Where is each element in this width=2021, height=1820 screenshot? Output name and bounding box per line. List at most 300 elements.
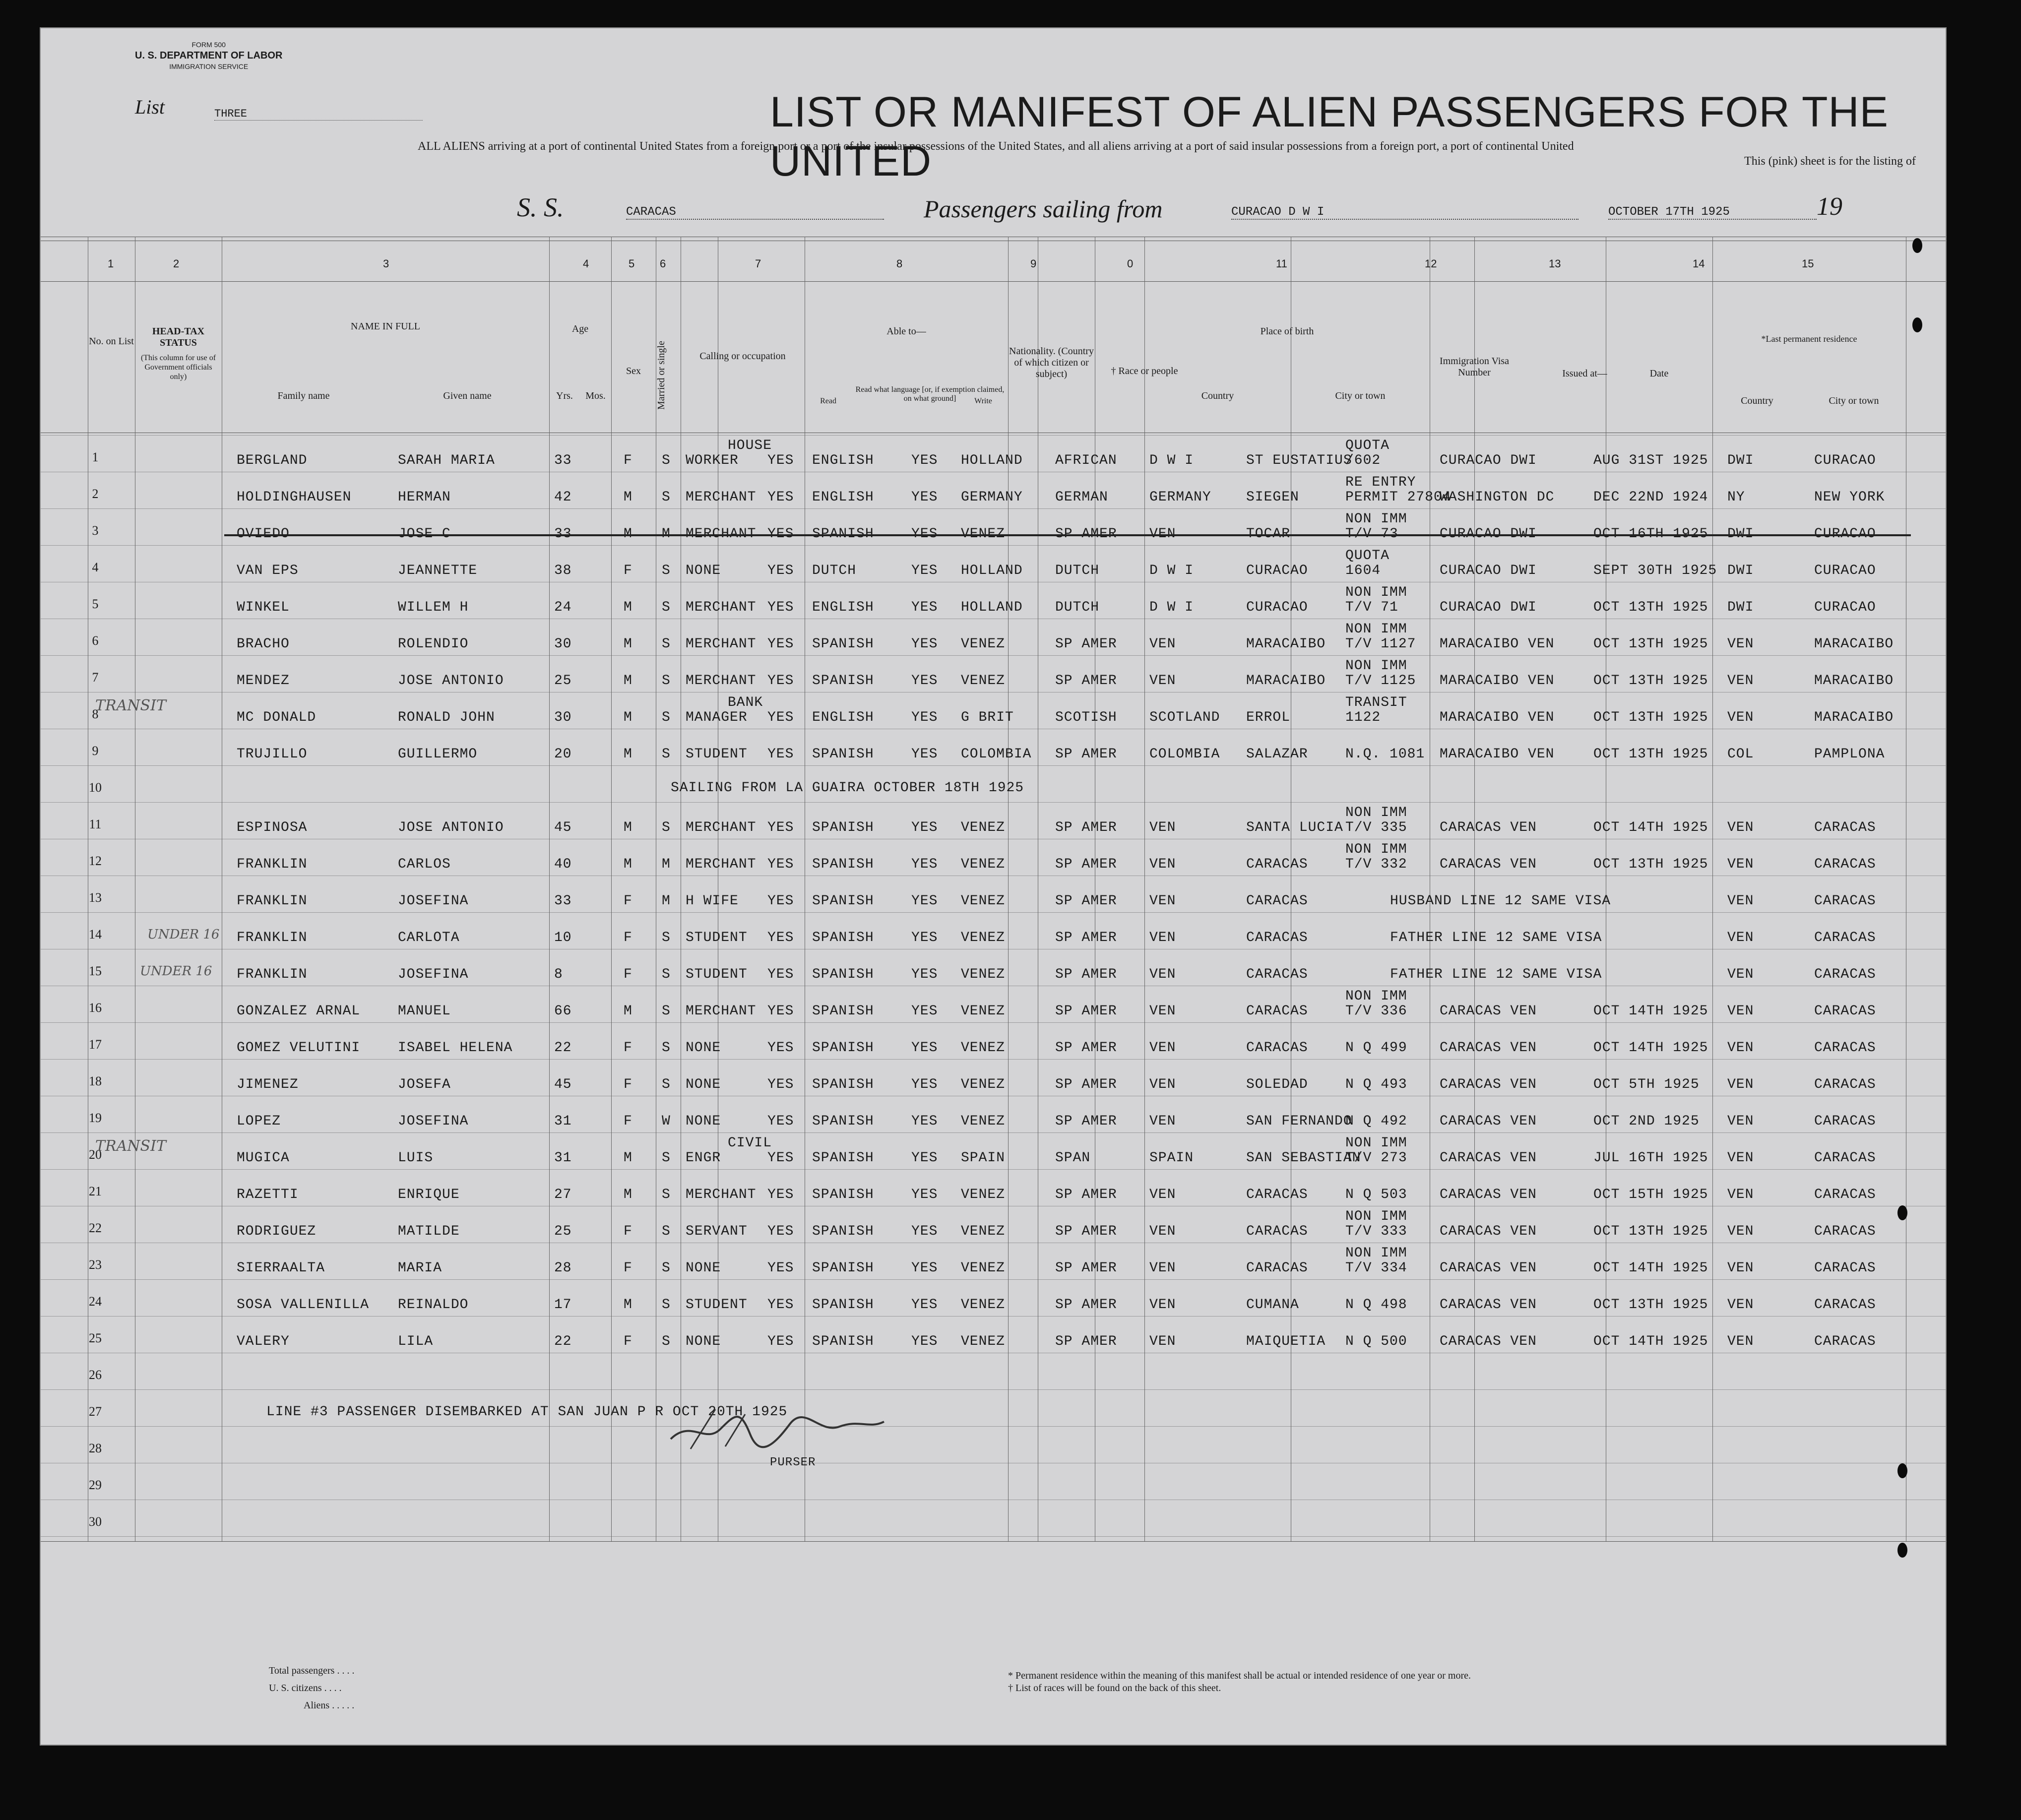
cell-read: YES [767, 490, 794, 505]
cell-issued: CARACAS VEN [1440, 1224, 1537, 1239]
cell-issued: CURACAO DWI [1440, 600, 1537, 615]
cell-read: YES [767, 1150, 794, 1166]
cell-family: MUGICA [237, 1150, 290, 1166]
cell-marital: M [662, 857, 671, 872]
cell-read: YES [767, 893, 794, 909]
cell-occ: ENGR [686, 1150, 721, 1166]
department-name: U. S. DEPARTMENT OF LABOR [135, 50, 283, 61]
cell-issued: CARACAS VEN [1440, 1004, 1537, 1019]
cell-issued: WASHINGTON DC [1440, 490, 1555, 505]
list-value: THREE [214, 108, 423, 121]
cell-marital: S [662, 710, 671, 725]
cell-sex: M [624, 1297, 632, 1313]
punch-hole [1912, 317, 1922, 332]
cell-occ-upper: HOUSE [728, 438, 772, 453]
cell-family: BRACHO [237, 636, 290, 652]
cell-sex: M [624, 600, 632, 615]
cell-marital: S [662, 1077, 671, 1092]
cell-res-city: MARACAIBO [1814, 673, 1894, 689]
cell-race: SP AMER [1055, 1187, 1117, 1202]
cell-visa-upper: NON IMM [1345, 1246, 1407, 1261]
column-rule [1008, 237, 1009, 1541]
cell-family: FRANKLIN [237, 857, 308, 872]
cell-family: SIERRAALTA [237, 1260, 325, 1276]
cell-lang: SPANISH [812, 967, 874, 982]
cell-sex: M [624, 673, 632, 689]
manifest-sheet [40, 27, 1947, 1746]
cell-write: YES [911, 1150, 938, 1166]
cell-sex: M [624, 857, 632, 872]
cell-given: JOSEFINA [398, 967, 469, 982]
cell-occ: H WIFE [686, 893, 739, 909]
cell-nat: GERMANY [961, 490, 1023, 505]
cell-occ-upper: CIVIL [728, 1135, 772, 1151]
cell-family: OVIEDO [237, 526, 290, 542]
column-number: 0 [1127, 257, 1134, 270]
cell-res-city: CARACAS [1814, 1224, 1876, 1239]
cell-city: SAN SEBASTIAN [1246, 1150, 1361, 1166]
cell-read: YES [767, 526, 794, 542]
cell-age: 45 [554, 1077, 572, 1092]
cell-sex: F [624, 930, 632, 945]
cell-sex: F [624, 1077, 632, 1092]
cell-res-country: DWI [1727, 563, 1754, 578]
cell-city: CARACAS [1246, 1260, 1308, 1276]
header-age: Age [571, 323, 589, 334]
cell-res-country: VEN [1727, 820, 1754, 835]
cell-lang: SPANISH [812, 930, 874, 945]
header-able-to: Able to— [886, 326, 926, 337]
cell-date: OCT 13TH 1925 [1593, 857, 1708, 872]
cell-read: YES [767, 1297, 794, 1313]
list-label: List [135, 96, 165, 118]
cell-given: LILA [398, 1334, 434, 1349]
row-rule [41, 802, 1946, 803]
cell-write: YES [911, 1040, 938, 1056]
cell-res-city: CARACAS [1814, 1260, 1876, 1276]
cell-marital: S [662, 747, 671, 762]
header-res-country: Country [1741, 395, 1773, 406]
cell-occ: MERCHANT [686, 857, 757, 872]
cell-read: YES [767, 710, 794, 725]
cell-visa-upper: NON IMM [1345, 805, 1407, 820]
row-number: 15 [89, 964, 102, 978]
cell-date: OCT 13TH 1925 [1593, 636, 1708, 652]
cell-occ: NONE [686, 1260, 721, 1276]
cell-city: SIEGEN [1246, 490, 1299, 505]
purser-label: PURSER [770, 1456, 816, 1469]
cell-family: FRANKLIN [237, 967, 308, 982]
cell-visa-upper: NON IMM [1345, 658, 1407, 674]
row-number: 17 [89, 1037, 102, 1052]
row-rule [41, 765, 1946, 766]
cell-issued: CURACAO DWI [1440, 453, 1537, 468]
cell-write: YES [911, 1297, 938, 1313]
cell-res-country: VEN [1727, 636, 1754, 652]
column-number: 12 [1425, 257, 1437, 270]
cell-lang: ENGLISH [812, 600, 874, 615]
cell-country: GERMANY [1149, 490, 1211, 505]
cell-given: MATILDE [398, 1224, 460, 1239]
cell-given: CARLOTA [398, 930, 460, 945]
cell-family: LOPEZ [237, 1114, 281, 1129]
cell-age: 27 [554, 1187, 572, 1202]
cell-visa: N Q 498 [1345, 1297, 1407, 1313]
cell-date: OCT 14TH 1925 [1593, 1260, 1708, 1276]
punch-hole [1897, 1543, 1907, 1558]
cell-write: YES [911, 1114, 938, 1129]
cell-country: VEN [1149, 1297, 1176, 1313]
row-number: 7 [92, 670, 99, 685]
cell-age: 31 [554, 1150, 572, 1166]
cell-occ: SERVANT [686, 1224, 748, 1239]
cell-res-country: NY [1727, 490, 1745, 505]
column-number: 8 [896, 257, 903, 270]
cell-sex: M [624, 747, 632, 762]
cell-marital: S [662, 490, 671, 505]
cell-given: ISABEL HELENA [398, 1040, 513, 1056]
head-tax-note-transit: TRANSIT [95, 697, 166, 714]
cell-age: 30 [554, 636, 572, 652]
cell-res-city: CARACAS [1814, 893, 1876, 909]
head-tax-note-under16: UNDER 16 [147, 927, 220, 942]
cell-age: 10 [554, 930, 572, 945]
cell-race: SP AMER [1055, 1334, 1117, 1349]
cell-sex: F [624, 893, 632, 909]
row-rule [41, 1279, 1946, 1280]
cell-read: YES [767, 930, 794, 945]
cell-age: 28 [554, 1260, 572, 1276]
cell-city: CARACAS [1246, 893, 1308, 909]
cell-visa: T/V 332 [1345, 857, 1407, 872]
cell-country: VEN [1149, 1040, 1176, 1056]
cell-visa: FATHER LINE 12 SAME VISA [1390, 930, 1602, 945]
column-number: 14 [1693, 257, 1705, 270]
cell-visa: T/V 273 [1345, 1150, 1407, 1166]
cell-visa: T/V 333 [1345, 1224, 1407, 1239]
ss-value: CARACAS [626, 205, 884, 220]
cell-city: SANTA LUCIA [1246, 820, 1343, 835]
cell-visa: N Q 499 [1345, 1040, 1407, 1056]
cell-issued: CARACAS VEN [1440, 1334, 1537, 1349]
cell-given: JOSE C [398, 526, 451, 542]
cell-marital: M [662, 526, 671, 542]
cell-lang: SPANISH [812, 673, 874, 689]
cell-city: CARACAS [1246, 967, 1308, 982]
cell-lang: SPANISH [812, 636, 874, 652]
cell-read: YES [767, 1004, 794, 1019]
cell-write: YES [911, 747, 938, 762]
row-rule [41, 545, 1946, 546]
cell-race: SP AMER [1055, 967, 1117, 982]
cell-race: SP AMER [1055, 1114, 1117, 1129]
cell-family: MENDEZ [237, 673, 290, 689]
row-number: 22 [89, 1221, 102, 1235]
header-mos: Mos. [585, 390, 606, 401]
cell-read: YES [767, 747, 794, 762]
cell-res-city: CARACAS [1814, 967, 1876, 982]
cell-res-country: VEN [1727, 930, 1754, 945]
footer-total: Total passengers . . . . [269, 1665, 355, 1676]
cell-race: SP AMER [1055, 1224, 1117, 1239]
cell-city: MARACAIBO [1246, 636, 1326, 652]
cell-res-city: CURACAO [1814, 563, 1876, 578]
cell-nat: VENEZ [961, 893, 1006, 909]
cell-res-city: CARACAS [1814, 1297, 1876, 1313]
header-res-city: City or town [1829, 395, 1879, 406]
cell-res-city: CARACAS [1814, 1187, 1876, 1202]
cell-age: 8 [554, 967, 563, 982]
cell-given: MANUEL [398, 1004, 451, 1019]
cell-occ: NONE [686, 1040, 721, 1056]
cell-read: YES [767, 1334, 794, 1349]
cell-marital: S [662, 1260, 671, 1276]
cell-lang: SPANISH [812, 820, 874, 835]
cell-date: OCT 14TH 1925 [1593, 1334, 1708, 1349]
cell-visa: PERMIT 27804 [1345, 490, 1452, 505]
cell-res-country: VEN [1727, 1114, 1754, 1129]
row-number: 1 [92, 450, 99, 464]
header-place-of-birth: Place of birth [1260, 326, 1314, 337]
cell-age: 22 [554, 1040, 572, 1056]
footer-aliens: Aliens . . . . . [304, 1700, 355, 1711]
column-number: 4 [583, 257, 589, 270]
row-number: 27 [89, 1404, 102, 1419]
row-rule [41, 912, 1946, 913]
cell-res-city: CURACAO [1814, 453, 1876, 468]
cell-given: JOSEFA [398, 1077, 451, 1092]
cell-race: SP AMER [1055, 1004, 1117, 1019]
cell-lang: SPANISH [812, 747, 874, 762]
cell-visa: HUSBAND LINE 12 SAME VISA [1390, 893, 1611, 909]
cell-read: YES [767, 1077, 794, 1092]
cell-city: CARACAS [1246, 1040, 1308, 1056]
cell-sex: M [624, 1004, 632, 1019]
cell-family: RAZETTI [237, 1187, 299, 1202]
header-birth-city: City or town [1335, 390, 1386, 401]
cell-visa: FATHER LINE 12 SAME VISA [1390, 967, 1602, 982]
cell-country: VEN [1149, 526, 1176, 542]
cell-city: MAIQUETIA [1246, 1334, 1326, 1349]
cell-visa: N Q 493 [1345, 1077, 1407, 1092]
cell-date: SEPT 30TH 1925 [1593, 563, 1717, 578]
cell-given: REINALDO [398, 1297, 469, 1313]
cell-write: YES [911, 453, 938, 468]
cell-res-city: CARACAS [1814, 1334, 1876, 1349]
cell-city: CURACAO [1246, 563, 1308, 578]
cell-occ: STUDENT [686, 1297, 748, 1313]
cell-read: YES [767, 967, 794, 982]
cell-marital: S [662, 1004, 671, 1019]
cell-res-country: VEN [1727, 967, 1754, 982]
cell-race: SP AMER [1055, 1077, 1117, 1092]
cell-read: YES [767, 600, 794, 615]
cell-read: YES [767, 563, 794, 578]
cell-occ: MERCHANT [686, 1004, 757, 1019]
cell-age: 20 [554, 747, 572, 762]
cell-nat: HOLLAND [961, 453, 1023, 468]
cell-age: 25 [554, 673, 572, 689]
cell-issued: CARACAS VEN [1440, 1077, 1537, 1092]
year-suffix: 19 [1817, 192, 1842, 221]
cell-nat: VENEZ [961, 1260, 1006, 1276]
purser-signature [661, 1399, 889, 1459]
cell-visa-upper: NON IMM [1345, 989, 1407, 1004]
cell-sex: M [624, 820, 632, 835]
cell-issued: CURACAO DWI [1440, 526, 1537, 542]
cell-occ: MERCHANT [686, 820, 757, 835]
cell-lang: ENGLISH [812, 490, 874, 505]
cell-issued: CARACAS VEN [1440, 1150, 1537, 1166]
manifest-table [41, 237, 1946, 1626]
cell-res-country: VEN [1727, 673, 1754, 689]
cell-sex: F [624, 1040, 632, 1056]
cell-race: SP AMER [1055, 526, 1117, 542]
cell-city: TOCAR [1246, 526, 1291, 542]
column-rule [549, 237, 550, 1541]
row-number: 23 [89, 1257, 102, 1272]
cell-sex: F [624, 453, 632, 468]
cell-age: 24 [554, 600, 572, 615]
cell-date: OCT 13TH 1925 [1593, 600, 1708, 615]
cell-city: CUMANA [1246, 1297, 1299, 1313]
cell-nat: VENEZ [961, 1077, 1006, 1092]
cell-lang: SPANISH [812, 857, 874, 872]
row-number: 19 [89, 1111, 102, 1125]
cell-race: SP AMER [1055, 930, 1117, 945]
row-number: 3 [92, 523, 99, 538]
cell-res-city: CARACAS [1814, 857, 1876, 872]
cell-nat: VENEZ [961, 526, 1006, 542]
cell-res-city: CARACAS [1814, 1077, 1876, 1092]
cell-sex: F [624, 1224, 632, 1239]
cell-write: YES [911, 636, 938, 652]
cell-given: CARLOS [398, 857, 451, 872]
cell-country: VEN [1149, 1224, 1176, 1239]
row-number: 21 [89, 1184, 102, 1198]
cell-read: YES [767, 1040, 794, 1056]
cell-res-country: VEN [1727, 710, 1754, 725]
cell-visa: T/V 334 [1345, 1260, 1407, 1276]
cell-lang: SPANISH [812, 1150, 874, 1166]
form-number: FORM 500 [191, 41, 226, 49]
cell-occ-upper: BANK [728, 695, 763, 710]
cell-nat: VENEZ [961, 820, 1006, 835]
cell-visa: 1122 [1345, 710, 1381, 725]
cell-age: 40 [554, 857, 572, 872]
cell-date: AUG 31ST 1925 [1593, 453, 1708, 468]
cell-visa-upper: TRANSIT [1345, 695, 1407, 710]
cell-marital: S [662, 600, 671, 615]
cell-issued: CARACAS VEN [1440, 1114, 1537, 1129]
cell-nat: VENEZ [961, 1224, 1006, 1239]
cell-res-country: DWI [1727, 526, 1754, 542]
cell-date: OCT 13TH 1925 [1593, 673, 1708, 689]
cell-sex: F [624, 563, 632, 578]
header-date: Date [1649, 368, 1669, 379]
cell-lang: SPANISH [812, 1040, 874, 1056]
sailing-label: Passengers sailing from [924, 195, 1163, 223]
cell-race: SPAN [1055, 1150, 1091, 1166]
footer-note-residence: * Permanent residence within the meaning of this manifest shall be actual or intended residence of one year or more. [1008, 1670, 1471, 1681]
cell-lang: SPANISH [812, 1260, 874, 1276]
cell-visa: 1604 [1345, 563, 1381, 578]
cell-res-country: VEN [1727, 1004, 1754, 1019]
cell-nat: VENEZ [961, 1334, 1006, 1349]
cell-res-city: NEW YORK [1814, 490, 1885, 505]
header-married: Married or single [656, 341, 667, 410]
cell-issued: CARACAS VEN [1440, 1040, 1537, 1056]
cell-issued: CARACAS VEN [1440, 820, 1537, 835]
cell-country: VEN [1149, 636, 1176, 652]
cell-family: MC DONALD [237, 710, 316, 725]
cell-given: HERMAN [398, 490, 451, 505]
cell-lang: SPANISH [812, 1077, 874, 1092]
cell-country: VEN [1149, 1114, 1176, 1129]
cell-occ: MERCHANT [686, 600, 757, 615]
row-number: 24 [89, 1294, 102, 1309]
cell-visa-upper: QUOTA [1345, 548, 1390, 564]
column-number: 3 [383, 257, 389, 270]
cell-age: 45 [554, 820, 572, 835]
rule-line [41, 1541, 1946, 1542]
cell-lang: SPANISH [812, 1187, 874, 1202]
row-rule [41, 1426, 1946, 1427]
header-name-in-full: NAME IN FULL [351, 321, 420, 332]
column-number: 5 [629, 257, 635, 270]
cell-visa: T/V 1127 [1345, 636, 1416, 652]
row-number: 12 [89, 854, 102, 868]
cell-marital: S [662, 1224, 671, 1239]
cell-given: RONALD JOHN [398, 710, 495, 725]
head-tax-note-transit: TRANSIT [95, 1137, 166, 1155]
cell-city: SOLEDAD [1246, 1077, 1308, 1092]
cell-race: SP AMER [1055, 673, 1117, 689]
cell-date: OCT 16TH 1925 [1593, 526, 1708, 542]
cell-write: YES [911, 820, 938, 835]
cell-visa-upper: NON IMM [1345, 842, 1407, 857]
cell-marital: S [662, 636, 671, 652]
header-no-on-list: No. on List [89, 336, 134, 347]
cell-given: JEANNETTE [398, 563, 478, 578]
cell-write: YES [911, 563, 938, 578]
header-read: Read [820, 397, 836, 405]
cell-race: SP AMER [1055, 1260, 1117, 1276]
cell-read: YES [767, 1114, 794, 1129]
cell-country: D W I [1149, 600, 1194, 615]
cell-country: VEN [1149, 967, 1176, 982]
column-number: 9 [1030, 257, 1037, 270]
header-family-name: Family name [277, 390, 330, 401]
cell-read: YES [767, 636, 794, 652]
cell-country: COLOMBIA [1149, 747, 1220, 762]
cell-sex: F [624, 967, 632, 982]
cell-issued: CURACAO DWI [1440, 563, 1537, 578]
column-number: 13 [1549, 257, 1561, 270]
column-number: 15 [1802, 257, 1814, 270]
cell-occ: NONE [686, 1334, 721, 1349]
row-number: 5 [92, 597, 99, 611]
cell-read: YES [767, 673, 794, 689]
ss-label: S. S. [517, 192, 564, 222]
cell-sex: F [624, 1334, 632, 1349]
cell-occ: NONE [686, 1077, 721, 1092]
cell-age: 33 [554, 453, 572, 468]
row-number: 26 [89, 1368, 102, 1382]
cell-lang: ENGLISH [812, 710, 874, 725]
row-number: 16 [89, 1001, 102, 1015]
cell-family: FRANKLIN [237, 930, 308, 945]
